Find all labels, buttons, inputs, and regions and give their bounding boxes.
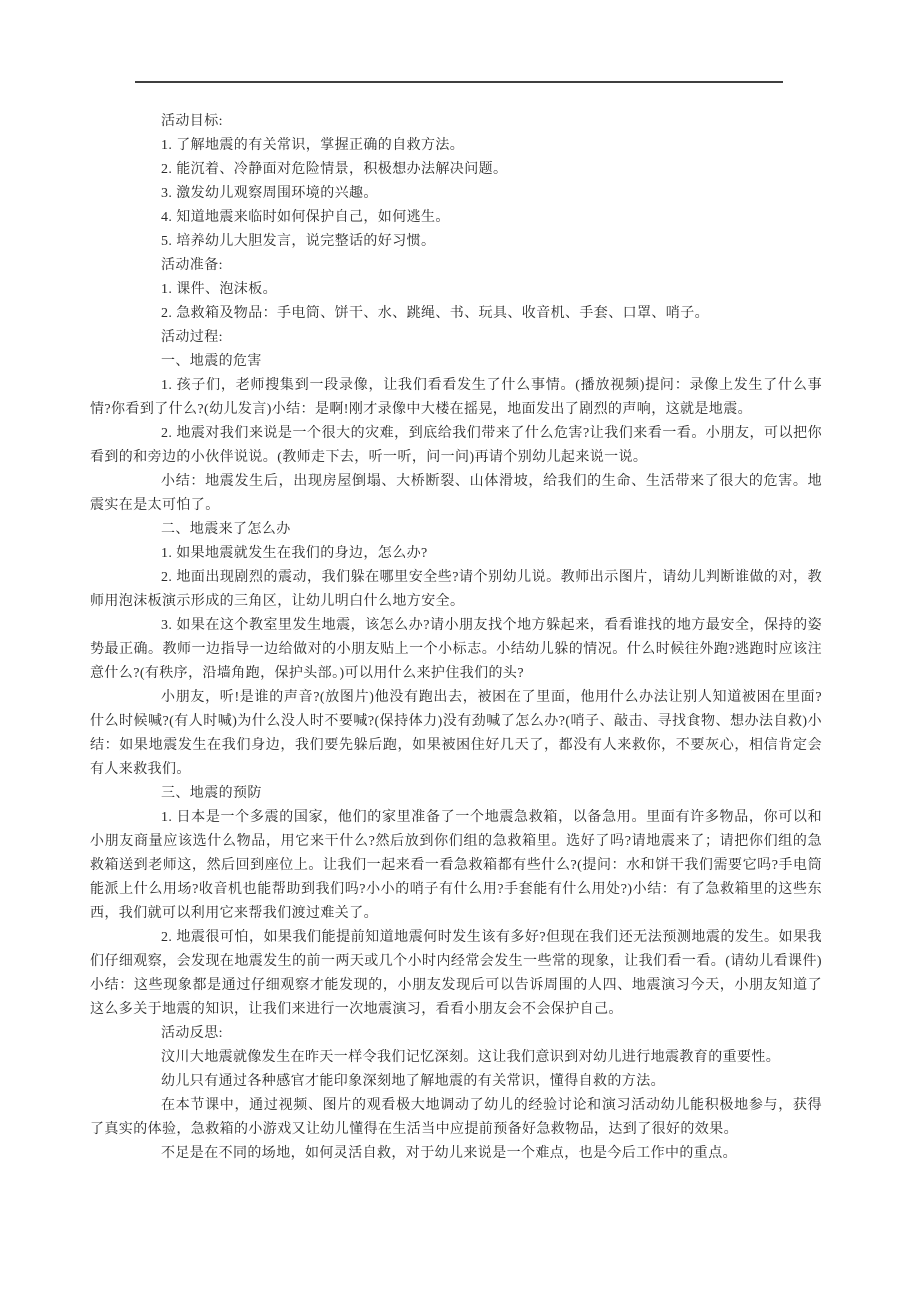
paragraph-12: 1. 孩子们，老师搜集到一段录像，让我们看看发生了什么事情。(播放视频)提问：录像上发生了什么事情?你看到了什么?(幼儿发言)小结：是啊!刚才录像中大楼在摇晃，地面发出了剧烈的声响，这就是地震。 [90, 378, 822, 417]
paragraph-6: 5. 培养幼儿大胆发言，说完整话的好习惯。 [161, 234, 436, 249]
paragraph-13: 2. 地震对我们来说是一个很大的灾难，到底给我们带来了什么危害?让我们来看一看。小朋友，可以把你看到的和旁边的小伙伴说说。(教师走下去，听一听，问一问)再请个别幼儿起来说一说。 [90, 426, 822, 465]
paragraph-9: 2. 急救箱及物品：手电筒、饼干、水、跳绳、书、玩具、收音机、手套、口罩、哨子。 [161, 306, 709, 321]
paragraph-5: 4. 知道地震来临时如何保护自己，如何逃生。 [161, 210, 450, 225]
paragraph-11: 一、地震的危害 [161, 354, 262, 369]
paragraph-17: 2. 地面出现剧烈的震动，我们躲在哪里安全些?请个别幼儿说。教师出示图片，请幼儿判断谁做的对，教师用泡沫板演示形成的三角区，让幼儿明白什么地方安全。 [90, 570, 822, 609]
paragraph-10: 活动过程: [161, 330, 223, 345]
paragraph-19: 小朋友，听!是谁的声音?(放图片)他没有跑出去，被困在了里面，他用什么办法让别人知道被困在里面?什么时候喊?(有人时喊)为什么没人时不要喊?(保持体力)没有劲喊了怎么办?(哨子、敲击、寻找食物、想办法自救)小结：如果地震发生在我们身边，我们要先躲后跑，如果被困住好几天了，都没有人来救你，不要灰心，相信肯定会有人来救我们。 [90, 690, 822, 777]
paragraph-1: 活动目标: [161, 114, 223, 129]
paragraph-7: 活动准备: [161, 258, 223, 273]
paragraph-25: 幼儿只有通过各种感官才能印象深刻地了解地震的有关常识，懂得自救的方法。 [161, 1074, 665, 1089]
paragraph-14: 小结：地震发生后，出现房屋倒塌、大桥断裂、山体滑坡，给我们的生命、生活带来了很大的危害。地震实在是太可怕了。 [90, 474, 822, 513]
paragraph-24: 汶川大地震就像发生在昨天一样令我们记忆深刻。这让我们意识到对幼儿进行地震教育的重要性。 [161, 1050, 781, 1065]
paragraph-2: 1. 了解地震的有关常识，掌握正确的自救方法。 [161, 138, 465, 153]
document-body [90, 110, 822, 1166]
paragraph-27: 不足是在不同的场地，如何灵活自救，对于幼儿来说是一个难点，也是今后工作中的重点。 [161, 1146, 737, 1161]
paragraph-4: 3. 激发幼儿观察周围环境的兴趣。 [161, 186, 378, 201]
paragraph-3: 2. 能沉着、冷静面对危险情景，积极想办法解决问题。 [161, 162, 508, 177]
paragraph-20: 三、地震的预防 [161, 786, 262, 801]
header-divider [135, 81, 783, 83]
paragraph-21: 1. 日本是一个多震的国家，他们的家里准备了一个地震急救箱，以备急用。里面有许多物品，你可以和小朋友商量应该选什么物品，用它来干什么?然后放到你们组的急救箱里。选好了吗?请地震来了；请把你们组的急救箱送到老师这，然后回到座位上。让我们一起来看一看急救箱都有些什么?(提问：水和饼干我们需要它吗?手电筒能派上什么用场?收音机也能帮助到我们吗?小小的哨子有什么用?手套能有什么用处?)小结：有了急救箱里的这些东西，我们就可以利用它来帮我们渡过难关了。 [90, 810, 822, 921]
paragraph-8: 1. 课件、泡沫板。 [161, 282, 277, 297]
paragraph-23: 活动反思: [161, 1026, 223, 1041]
paragraph-15: 二、地震来了怎么办 [161, 522, 291, 537]
paragraph-22: 2. 地震很可怕，如果我们能提前知道地震何时发生该有多好?但现在我们还无法预测地震的发生。如果我们仔细观察，会发现在地震发生的前一两天或几个小时内经常会发生一些常的现象，让我们看一看。(请幼儿看课件)小结：这些现象都是通过仔细观察才能发现的，小朋友发现后可以告诉周围的人四、地震演习今天，小朋友知道了这么多关于地震的知识，让我们来进行一次地震演习，看看小朋友会不会保护自己。 [90, 930, 822, 1017]
paragraph-16: 1. 如果地震就发生在我们的身边，怎么办? [161, 546, 428, 561]
paragraph-18: 3. 如果在这个教室里发生地震，该怎么办?请小朋友找个地方躲起来，看看谁找的地方最安全，保持的姿势最正确。教师一边指导一边给做对的小朋友贴上一个小标志。小结幼儿躲的情况。什么时候往外跑?逃跑时应该注意什么?(有秩序，沿墙角跑，保护头部。)可以用什么来护住我们的头? [90, 618, 822, 681]
paragraph-26: 在本节课中，通过视频、图片的观看极大地调动了幼儿的经验讨论和演习活动幼儿能积极地参与，获得了真实的体验，急救箱的小游戏又让幼儿懂得在生活当中应提前预备好急救物品，达到了很好的效果。 [90, 1098, 822, 1137]
